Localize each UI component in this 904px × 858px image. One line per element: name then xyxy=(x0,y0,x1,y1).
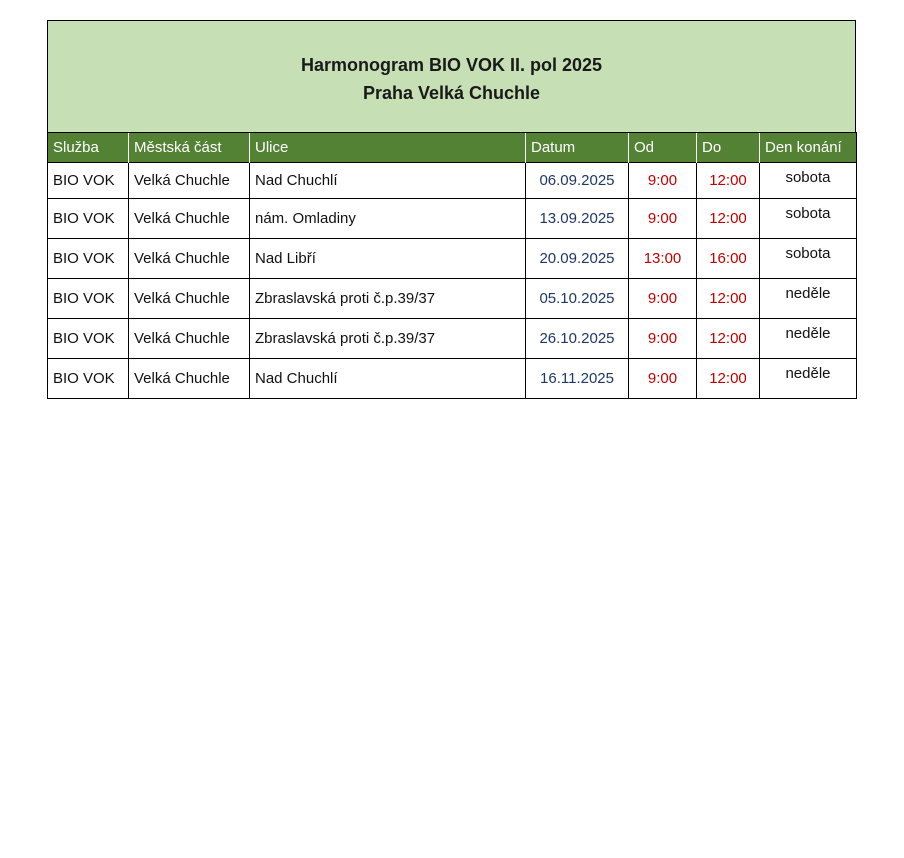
cell-do: 12:00 xyxy=(697,199,760,239)
cell-den-konani: neděle xyxy=(760,359,857,399)
cell-mestska-cast: Velká Chuchle xyxy=(129,319,250,359)
title-line-2: Praha Velká Chuchle xyxy=(362,82,541,103)
header-mestska-cast: Městská část xyxy=(129,133,250,163)
cell-den-konani: neděle xyxy=(760,319,857,359)
cell-sluzba: BIO VOK xyxy=(48,199,129,239)
cell-do: 12:00 xyxy=(697,359,760,399)
cell-mestska-cast: Velká Chuchle xyxy=(129,239,250,279)
cell-sluzba: BIO VOK xyxy=(48,163,129,199)
cell-den-konani: neděle xyxy=(760,279,857,319)
cell-sluzba: BIO VOK xyxy=(48,359,129,399)
cell-ulice: Nad Chuchlí xyxy=(250,163,526,199)
cell-od: 9:00 xyxy=(629,199,697,239)
schedule-table xyxy=(47,132,857,399)
cell-datum: 16.11.2025 xyxy=(526,359,629,399)
title-line-1: Harmonogram BIO VOK II. pol 2025 xyxy=(300,54,603,75)
cell-ulice: Zbraslavská proti č.p.39/37 xyxy=(250,319,526,359)
header-den-konani: Den konání xyxy=(760,133,857,163)
title-block xyxy=(47,20,856,132)
cell-do: 12:00 xyxy=(697,319,760,359)
header-datum: Datum xyxy=(526,133,629,163)
cell-mestska-cast: Velká Chuchle xyxy=(129,359,250,399)
header-od: Od xyxy=(629,133,697,163)
schedule-sheet xyxy=(47,20,856,399)
table-row xyxy=(48,359,857,399)
cell-od: 9:00 xyxy=(629,279,697,319)
cell-od: 9:00 xyxy=(629,163,697,199)
header-ulice: Ulice xyxy=(250,133,526,163)
cell-mestska-cast: Velká Chuchle xyxy=(129,279,250,319)
cell-den-konani: sobota xyxy=(760,239,857,279)
table-row xyxy=(48,199,857,239)
cell-sluzba: BIO VOK xyxy=(48,239,129,279)
cell-ulice: Nad Libří xyxy=(250,239,526,279)
cell-datum: 05.10.2025 xyxy=(526,279,629,319)
cell-od: 9:00 xyxy=(629,319,697,359)
cell-ulice: Zbraslavská proti č.p.39/37 xyxy=(250,279,526,319)
cell-datum: 06.09.2025 xyxy=(526,163,629,199)
cell-od: 13:00 xyxy=(629,239,697,279)
cell-do: 12:00 xyxy=(697,163,760,199)
header-row xyxy=(48,133,857,163)
header-do: Do xyxy=(697,133,760,163)
cell-od: 9:00 xyxy=(629,359,697,399)
cell-den-konani: sobota xyxy=(760,199,857,239)
cell-do: 16:00 xyxy=(697,239,760,279)
cell-den-konani: sobota xyxy=(760,163,857,199)
cell-mestska-cast: Velká Chuchle xyxy=(129,163,250,199)
table-row xyxy=(48,319,857,359)
header-sluzba: Služba xyxy=(48,133,129,163)
cell-datum: 13.09.2025 xyxy=(526,199,629,239)
table-row xyxy=(48,163,857,199)
cell-sluzba: BIO VOK xyxy=(48,279,129,319)
cell-sluzba: BIO VOK xyxy=(48,319,129,359)
cell-datum: 26.10.2025 xyxy=(526,319,629,359)
table-row xyxy=(48,279,857,319)
cell-mestska-cast: Velká Chuchle xyxy=(129,199,250,239)
cell-datum: 20.09.2025 xyxy=(526,239,629,279)
table-row xyxy=(48,239,857,279)
cell-do: 12:00 xyxy=(697,279,760,319)
cell-ulice: Nad Chuchlí xyxy=(250,359,526,399)
cell-ulice: nám. Omladiny xyxy=(250,199,526,239)
